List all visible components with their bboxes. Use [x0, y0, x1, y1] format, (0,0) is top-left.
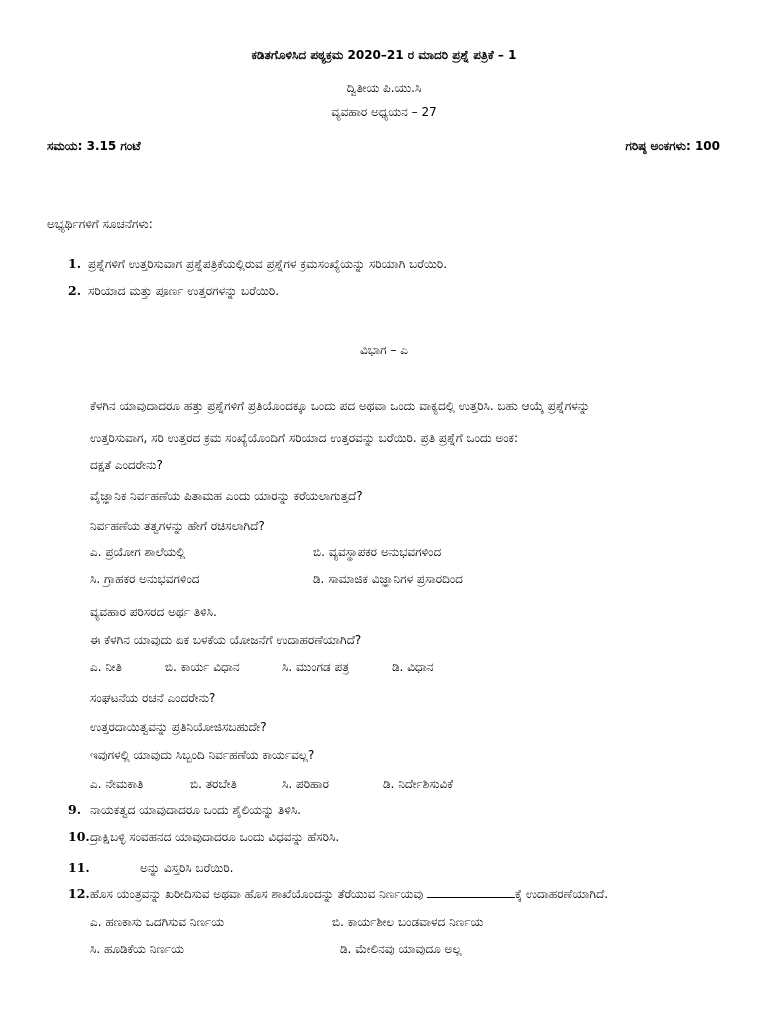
option-c: ಸಿ. ಹೂಡಿಕೆಯ ನಿರ್ಣಯ	[90, 942, 184, 956]
instruction-number: 1.	[68, 256, 82, 271]
instruction-number: 2.	[68, 283, 82, 298]
section-intro-line: ಕೆಳಗಿನ ಯಾವುದಾದರೂ ಹತ್ತು ಪ್ರಶ್ನೆಗಳಿಗೆ ಪ್ರತಿಯೊಂದಕ್ಕೂ ಒಂದು ಪದ ಅಥವಾ ಒಂದು ವಾಕ್ಯದಲ್ಲಿ ಉತ್ತರಿಸಿ. ಬಹು ಆಯ್ಕೆ ಪ್ರಶ್ನೆಗಳನ್ನು	[90, 399, 590, 413]
question-number: 11.	[68, 860, 90, 875]
option-d: ಡಿ. ಮೇಲಿನವು ಯಾವುದೂ ಅಲ್ಲ	[340, 942, 462, 956]
question-number: 10.	[68, 829, 90, 844]
question-number: 9.	[68, 802, 82, 817]
question-text-part: ಹೊಸ ಯಂತ್ರವನ್ನು ಖರೀದಿಸುವ ಅಥವಾ ಹೊಸ ಶಾಖೆಯೊಂದನ್ನು ತೆರೆಯುವ ನಿರ್ಣಯವು	[90, 887, 424, 901]
max-marks: ಗರಿಷ್ಠ ಅಂಕಗಳು: 100	[625, 139, 720, 153]
option-a: ಎ. ಹಣಕಾಸು ಒದಗಿಸುವ ನಿರ್ಣಯ	[90, 915, 225, 929]
option-b: ಬಿ. ತರಬೇತಿ	[190, 777, 237, 791]
question-number: 12.	[68, 886, 90, 901]
option-d: ಡಿ. ವಿಧಾನ	[392, 660, 434, 674]
question-text: ಈ ಕೆಳಗಿನ ಯಾವುದು ಏಕ ಬಳಕೆಯ ಯೋಜನೆಗೆ ಉದಾಹರಣೆಯಾಗಿದೆ?	[90, 633, 362, 647]
option-a: ಎ. ನೀತಿ	[90, 660, 122, 674]
fill-in-blank	[427, 888, 515, 898]
subject-name: ವ್ಯವಹಾರ ಅಧ್ಯಯನ – 27	[331, 105, 437, 119]
option-d: ಡಿ. ಸಾಮಾಜಿಕ ವಿಜ್ಞಾನಿಗಳ ಪ್ರಸಾರದಿಂದ	[313, 572, 463, 586]
instruction-text: ಪ್ರಶ್ನೆಗಳಿಗೆ ಉತ್ತರಿಸುವಾಗ ಪ್ರಶ್ನೆಪತ್ರಿಕೆಯಲ್ಲಿರುವ ಪ್ರಶ್ನೆಗಳ ಕ್ರಮಸಂಖ್ಯೆಯನ್ನು ಸರಿಯಾಗಿ ಬರೆಯಿರಿ.	[88, 257, 448, 271]
class-name: ದ್ವಿತೀಯ ಪಿ.ಯು.ಸಿ	[346, 81, 422, 95]
instruction-text: ಸರಿಯಾದ ಮತ್ತು ಪೂರ್ಣ ಉತ್ತರಗಳನ್ನು ಬರೆಯಿರಿ.	[88, 284, 280, 298]
question-text: ವೈಜ್ಞಾನಿಕ ನಿರ್ವಹಣೆಯ ಪಿತಾಮಹ ಎಂದು ಯಾರನ್ನು ಕರೆಯಲಾಗುತ್ತದೆ?	[90, 489, 363, 503]
option-d: ಡಿ. ನಿರ್ದೇಶಿಸುವಿಕೆ	[383, 777, 454, 791]
question-text: ವ್ಯವಹಾರ ಪರಿಸರದ ಅರ್ಥ ತಿಳಿಸಿ.	[90, 605, 217, 619]
question-text: ಅನ್ನು ವಿಸ್ತರಿಸಿ ಬರೆಯಿರಿ.	[140, 861, 234, 875]
option-b: ಬಿ. ವ್ಯವಸ್ಥಾಪಕರ ಅನುಭವಗಳಿಂದ	[313, 545, 442, 559]
question-text: ನಿರ್ವಹಣೆಯ ತತ್ವಗಳನ್ನು ಹೇಗೆ ರಚಿಸಲಾಗಿದೆ?	[90, 519, 265, 533]
option-b: ಬಿ. ಕಾರ್ಯಶೀಲ ಬಂಡವಾಳದ ನಿರ್ಣಯ	[332, 915, 484, 929]
question-text: ದಕ್ಷತೆ ಎಂದರೇನು?	[90, 458, 163, 472]
question-text: ಇವುಗಳಲ್ಲಿ ಯಾವುದು ಸಿಬ್ಬಂದಿ ನಿರ್ವಹಣೆಯ ಕಾರ್ಯವಲ್ಲ?	[90, 748, 315, 762]
question-text: ದ್ರಾಕ್ಷಿಬಳ್ಳಿ ಸಂವಹನದ ಯಾವುದಾದರೂ ಒಂದು ವಿಧವನ್ನು ಹೆಸರಿಸಿ.	[90, 830, 340, 844]
time-allowed: ಸಮಯ: 3.15 ಗಂಟೆ	[47, 139, 141, 153]
question-text-part: ಕ್ಕೆ ಉದಾಹರಣೆಯಾಗಿದೆ.	[514, 887, 609, 901]
option-b: ಬಿ. ಕಾರ್ಯ ವಿಧಾನ	[165, 660, 240, 674]
section-title: ವಿಭಾಗ – ಎ	[360, 343, 408, 357]
paper-title: ಕಡಿತಗೊಳಿಸಿದ ಪಠ್ಯಕ್ರಮ 2020–21 ರ ಮಾದರಿ ಪ್ರಶ್ನೆ ಪತ್ರಿಕೆ – 1	[251, 48, 517, 62]
option-a: ಎ. ಪ್ರಯೋಗ ಶಾಲೆಯಲ್ಲಿ	[90, 545, 186, 559]
option-c: ಸಿ. ಗ್ರಾಹಕರ ಅನುಭವಗಳಿಂದ	[90, 572, 200, 586]
question-text: ಸಂಘಟನೆಯ ರಚನೆ ಎಂದರೇನು?	[90, 691, 216, 705]
section-intro-line: ಉತ್ತರಿಸುವಾಗ, ಸರಿ ಉತ್ತರದ ಕ್ರಮ ಸಂಖ್ಯೆಯೊಂದಿಗೆ ಸರಿಯಾದ ಉತ್ತರವನ್ನು ಬರೆಯಿರಿ. ಪ್ರತಿ ಪ್ರಶ್ನೆಗೆ ಒಂದು ಅಂಕ:	[90, 431, 518, 445]
option-a: ಎ. ನೇಮಕಾತಿ	[90, 777, 144, 791]
question-text: ನಾಯಕತ್ವದ ಯಾವುದಾದರೂ ಒಂದು ಶೈಲಿಯನ್ನು ತಿಳಿಸಿ.	[90, 803, 302, 817]
instructions-heading: ಅಭ್ಯರ್ಥಿಗಳಿಗೆ ಸೂಚನೆಗಳು:	[47, 217, 153, 231]
question-text	[90, 886, 608, 902]
option-c: ಸಿ. ಮುಂಗಡ ಪತ್ರ	[282, 660, 350, 674]
question-text: ಉತ್ತರದಾಯಿತ್ವವನ್ನು ಪ್ರತಿನಿಯೋಜಿಸಬಹುದೇ?	[90, 720, 267, 734]
option-c: ಸಿ. ಪರಿಹಾರ	[282, 777, 329, 791]
